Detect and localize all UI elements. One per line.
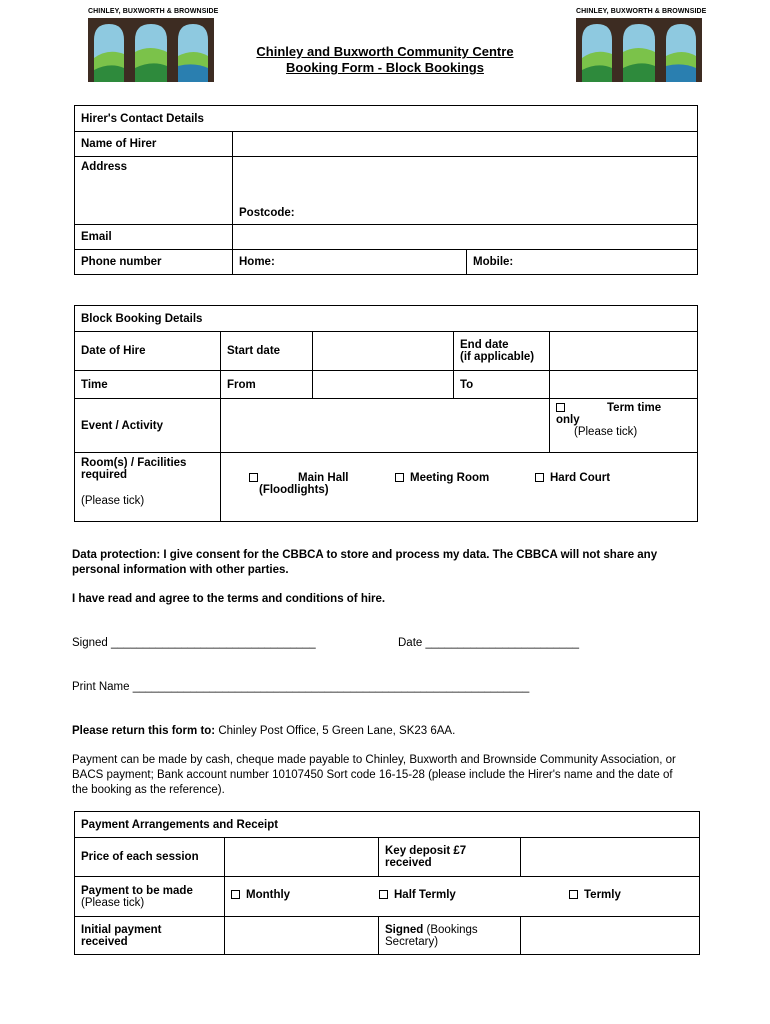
from-label: From xyxy=(221,371,313,399)
end-date-label-line1: End date xyxy=(460,339,509,351)
to-field[interactable] xyxy=(550,371,698,399)
email-field[interactable] xyxy=(233,225,698,250)
monthly-checkbox[interactable] xyxy=(231,890,240,899)
contact-heading: Hirer's Contact Details xyxy=(75,106,698,132)
hard-court-checkbox[interactable] xyxy=(535,473,544,482)
title-line-2: Booking Form - Block Bookings xyxy=(286,60,484,75)
option-meeting-room[interactable] xyxy=(395,472,489,484)
payment-made-label xyxy=(75,877,225,917)
payment-options xyxy=(225,877,700,917)
date-of-hire-label: Date of Hire xyxy=(75,332,221,371)
price-field[interactable] xyxy=(225,838,379,877)
address-field[interactable] xyxy=(233,157,698,225)
home-phone-field[interactable] xyxy=(233,250,467,275)
block-heading: Block Booking Details xyxy=(75,306,698,332)
block-booking-table xyxy=(74,305,698,522)
start-date-label: Start date xyxy=(221,332,313,371)
half-termly-label: Half Termly xyxy=(394,889,456,901)
main-hall-label: Main Hall xyxy=(298,472,349,484)
end-date-label xyxy=(454,332,550,371)
payment-info-text: Payment can be made by cash, cheque made payable to Chinley, Buxworth and Brownside Community Association, or BACS payment; Bank account number 10107450 Sort code 16-15-28 (please include the Hirer's name and the date of the booking as the reference). xyxy=(72,754,676,796)
rooms-label-line1: Room(s) / Facilities xyxy=(81,457,187,469)
return-label: Please return this form to: xyxy=(72,725,216,737)
floodlights-label: (Floodlights) xyxy=(259,484,329,496)
rooms-label-line2: required xyxy=(81,469,128,481)
payment-made-line1: Payment to be made xyxy=(81,884,193,897)
mobile-label: Mobile: xyxy=(473,256,514,268)
hard-court-label: Hard Court xyxy=(550,472,611,484)
key-deposit-line2: received xyxy=(385,857,432,869)
event-label: Event / Activity xyxy=(75,399,221,453)
key-deposit-label xyxy=(379,838,521,877)
secretary-signed-label xyxy=(379,917,521,955)
postcode-label: Postcode: xyxy=(239,207,295,219)
contact-details-table xyxy=(74,105,698,275)
terms-text: I have read and agree to the terms and conditions of hire. xyxy=(72,593,386,605)
term-time-label: Term time xyxy=(607,402,662,414)
rooms-label xyxy=(75,453,221,522)
email-label: Email xyxy=(75,225,233,250)
initial-payment-label xyxy=(75,917,225,955)
termly-checkbox[interactable] xyxy=(569,890,578,899)
term-time-checkbox[interactable] xyxy=(556,403,565,412)
term-time-cell xyxy=(550,399,698,453)
option-main-hall[interactable] xyxy=(249,472,399,496)
option-monthly[interactable] xyxy=(231,889,290,901)
logo-caption-left: CHINLEY, BUXWORTH & BROWNSIDE xyxy=(88,8,219,15)
community-logo-right xyxy=(576,18,702,82)
initial-payment-line2: received xyxy=(81,935,128,948)
home-label: Home: xyxy=(239,256,275,268)
name-label: Name of Hirer xyxy=(75,132,233,157)
meeting-room-label: Meeting Room xyxy=(410,472,490,484)
from-field[interactable] xyxy=(313,371,454,399)
mobile-phone-field[interactable] xyxy=(467,250,698,275)
address-label: Address xyxy=(75,157,233,225)
secretary-signed-field[interactable] xyxy=(521,917,700,955)
option-hard-court[interactable] xyxy=(535,472,610,484)
end-date-label-line2: (if applicable) xyxy=(460,351,535,363)
date-line[interactable]: Date ________________________ xyxy=(398,637,579,649)
logo-caption-right: CHINLEY, BUXWORTH & BROWNSIDE xyxy=(576,8,707,15)
option-termly[interactable] xyxy=(569,889,621,901)
rooms-options xyxy=(221,453,698,522)
payment-made-hint: (Please tick) xyxy=(81,896,145,909)
option-half-termly[interactable] xyxy=(379,889,456,901)
payment-table xyxy=(74,811,700,955)
return-address-text: Chinley Post Office, 5 Green Lane, SK23 6AA. xyxy=(215,725,456,737)
print-name-line[interactable]: Print Name ______________________________________________________________ xyxy=(72,681,530,693)
page-title xyxy=(200,44,570,76)
name-field[interactable] xyxy=(233,132,698,157)
data-protection-text: Data protection: I give consent for the CBBCA to store and process my data. The CBBCA will not share any personal information with other parties. xyxy=(72,549,658,576)
phone-label: Phone number xyxy=(75,250,233,275)
community-logo-left xyxy=(88,18,214,82)
end-date-field[interactable] xyxy=(550,332,698,371)
start-date-field[interactable] xyxy=(313,332,454,371)
termly-label: Termly xyxy=(584,889,621,901)
initial-payment-line1: Initial payment xyxy=(81,923,162,936)
main-hall-checkbox[interactable] xyxy=(249,473,258,482)
price-label: Price of each session xyxy=(75,838,225,877)
key-deposit-line1: Key deposit £7 xyxy=(385,845,467,857)
secretary-signed-rest: (Bookings xyxy=(423,923,478,936)
title-line-1: Chinley and Buxworth Community Centre xyxy=(256,44,514,59)
secretary-signed-rest-2: Secretary) xyxy=(385,935,439,948)
return-address xyxy=(72,724,697,739)
term-time-label-2: only xyxy=(556,414,580,426)
initial-payment-field[interactable] xyxy=(225,917,379,955)
payment-heading: Payment Arrangements and Receipt xyxy=(75,812,700,838)
rooms-hint: (Please tick) xyxy=(81,495,145,507)
signed-line[interactable]: Signed ________________________________ xyxy=(72,637,316,649)
event-field[interactable] xyxy=(221,399,550,453)
time-label: Time xyxy=(75,371,221,399)
key-deposit-field[interactable] xyxy=(521,838,700,877)
to-label: To xyxy=(454,371,550,399)
secretary-signed-bold: Signed xyxy=(385,923,424,936)
half-termly-checkbox[interactable] xyxy=(379,890,388,899)
meeting-room-checkbox[interactable] xyxy=(395,473,404,482)
monthly-label: Monthly xyxy=(246,889,291,901)
term-time-hint: (Please tick) xyxy=(574,426,638,438)
